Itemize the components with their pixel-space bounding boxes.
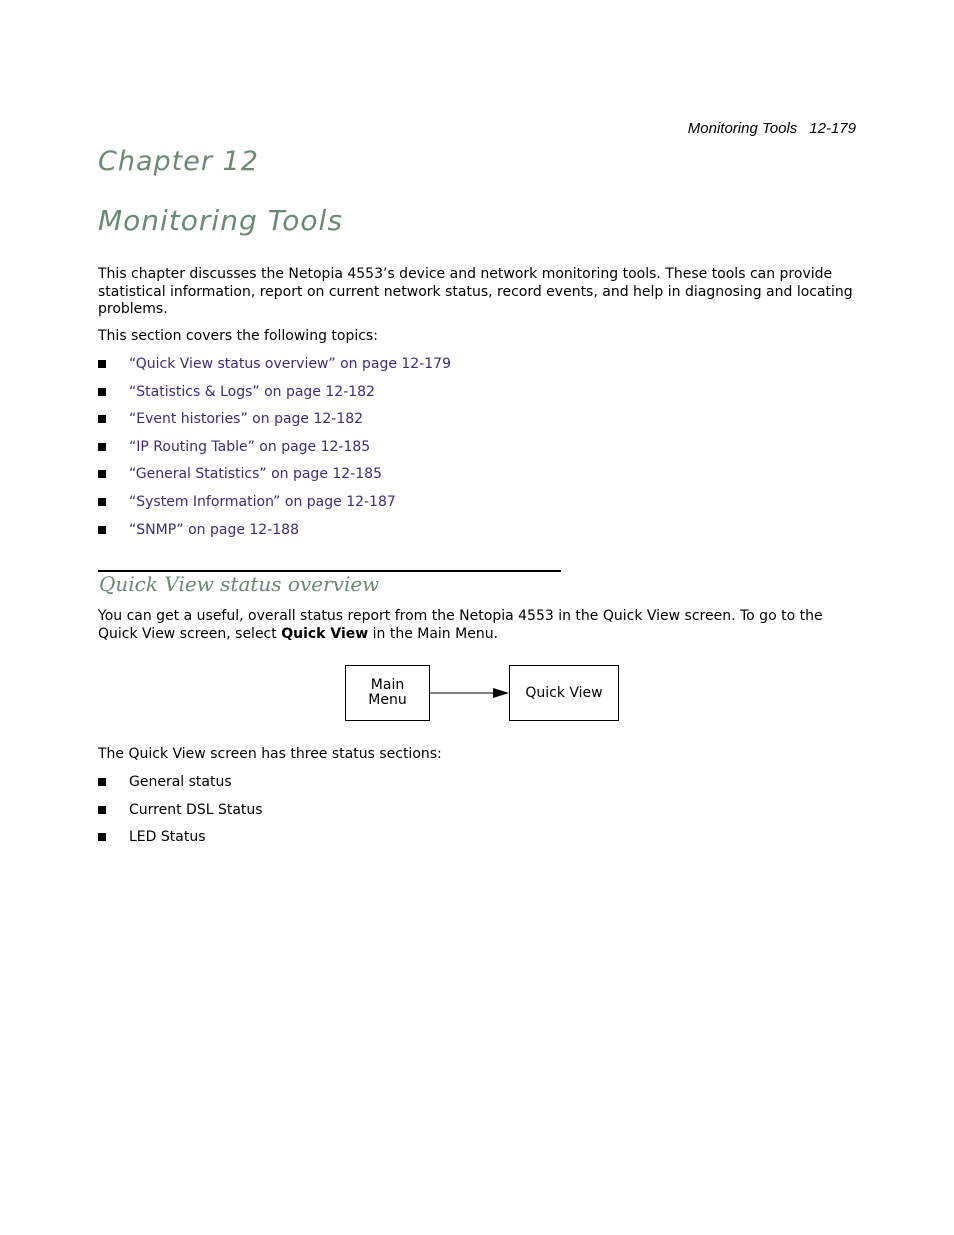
bullet-square-icon (98, 415, 106, 423)
status-item: General status (129, 774, 232, 790)
arrow-right-icon (429, 686, 511, 700)
bullet-square-icon (98, 806, 106, 814)
status-intro: The Quick View screen has three status sections: (98, 746, 442, 762)
list-item (98, 384, 451, 412)
list-item (98, 356, 451, 384)
section-paragraph-text: You can get a useful, overall status report from the Netopia 4553 in the Quick View screen. To go to the Quick View screen, select (98, 608, 823, 642)
bullet-square-icon (98, 778, 106, 786)
section-paragraph (98, 608, 858, 643)
topic-link[interactable]: “Statistics & Logs” on page 12-182 (129, 383, 375, 400)
bullet-square-icon (98, 833, 106, 841)
bullet-square-icon (98, 443, 106, 451)
bullet-square-icon (98, 388, 106, 396)
topic-link[interactable]: “SNMP” on page 12-188 (129, 521, 299, 538)
bullet-square-icon (98, 470, 106, 478)
topics-intro: This section covers the following topics: (98, 328, 378, 344)
status-item: Current DSL Status (129, 801, 263, 818)
section-heading: Quick View status overview (99, 572, 380, 596)
list-item (98, 802, 263, 830)
bullet-square-icon (98, 360, 106, 368)
topic-link[interactable]: “Quick View status overview” on page 12-179 (129, 356, 451, 372)
bullet-square-icon (98, 526, 106, 534)
header-section: Monitoring Tools (687, 120, 798, 137)
topic-link[interactable]: “Event histories” on page 12-182 (129, 411, 364, 428)
main-menu-label-line1: Main (370, 677, 405, 693)
list-item (98, 774, 263, 802)
topic-link[interactable]: “IP Routing Table” on page 12-185 (129, 438, 371, 455)
bullet-square-icon (98, 498, 106, 506)
quick-view-box (509, 665, 619, 721)
quick-view-emphasis: Quick View (281, 625, 369, 642)
header-page-number: 12-179 (809, 120, 856, 137)
main-menu-box (345, 665, 430, 721)
running-header (688, 120, 856, 137)
list-item (98, 466, 451, 494)
status-sections-list (98, 774, 263, 857)
topic-link[interactable]: “System Information” on page 12-187 (129, 493, 396, 510)
list-item (98, 411, 451, 439)
chapter-label: Chapter 12 (98, 146, 259, 177)
topic-link[interactable]: “General Statistics” on page 12-185 (129, 466, 382, 483)
main-menu-label-line2: Menu (368, 692, 407, 708)
status-item: LED Status (129, 829, 206, 846)
intro-paragraph: This chapter discusses the Netopia 4553’s device and network monitoring tools. These tools can provide statistical information, report on current network status, record events, and help in diagnosing and locating problems. (98, 266, 853, 317)
section-paragraph-text-end: in the Main Menu. (368, 625, 499, 642)
topics-list (98, 356, 451, 549)
list-item (98, 439, 451, 467)
list-item (98, 522, 451, 550)
quick-view-box-label: Quick View (525, 684, 603, 701)
list-item (98, 494, 451, 522)
list-item (98, 829, 263, 857)
chapter-title: Monitoring Tools (98, 204, 343, 237)
